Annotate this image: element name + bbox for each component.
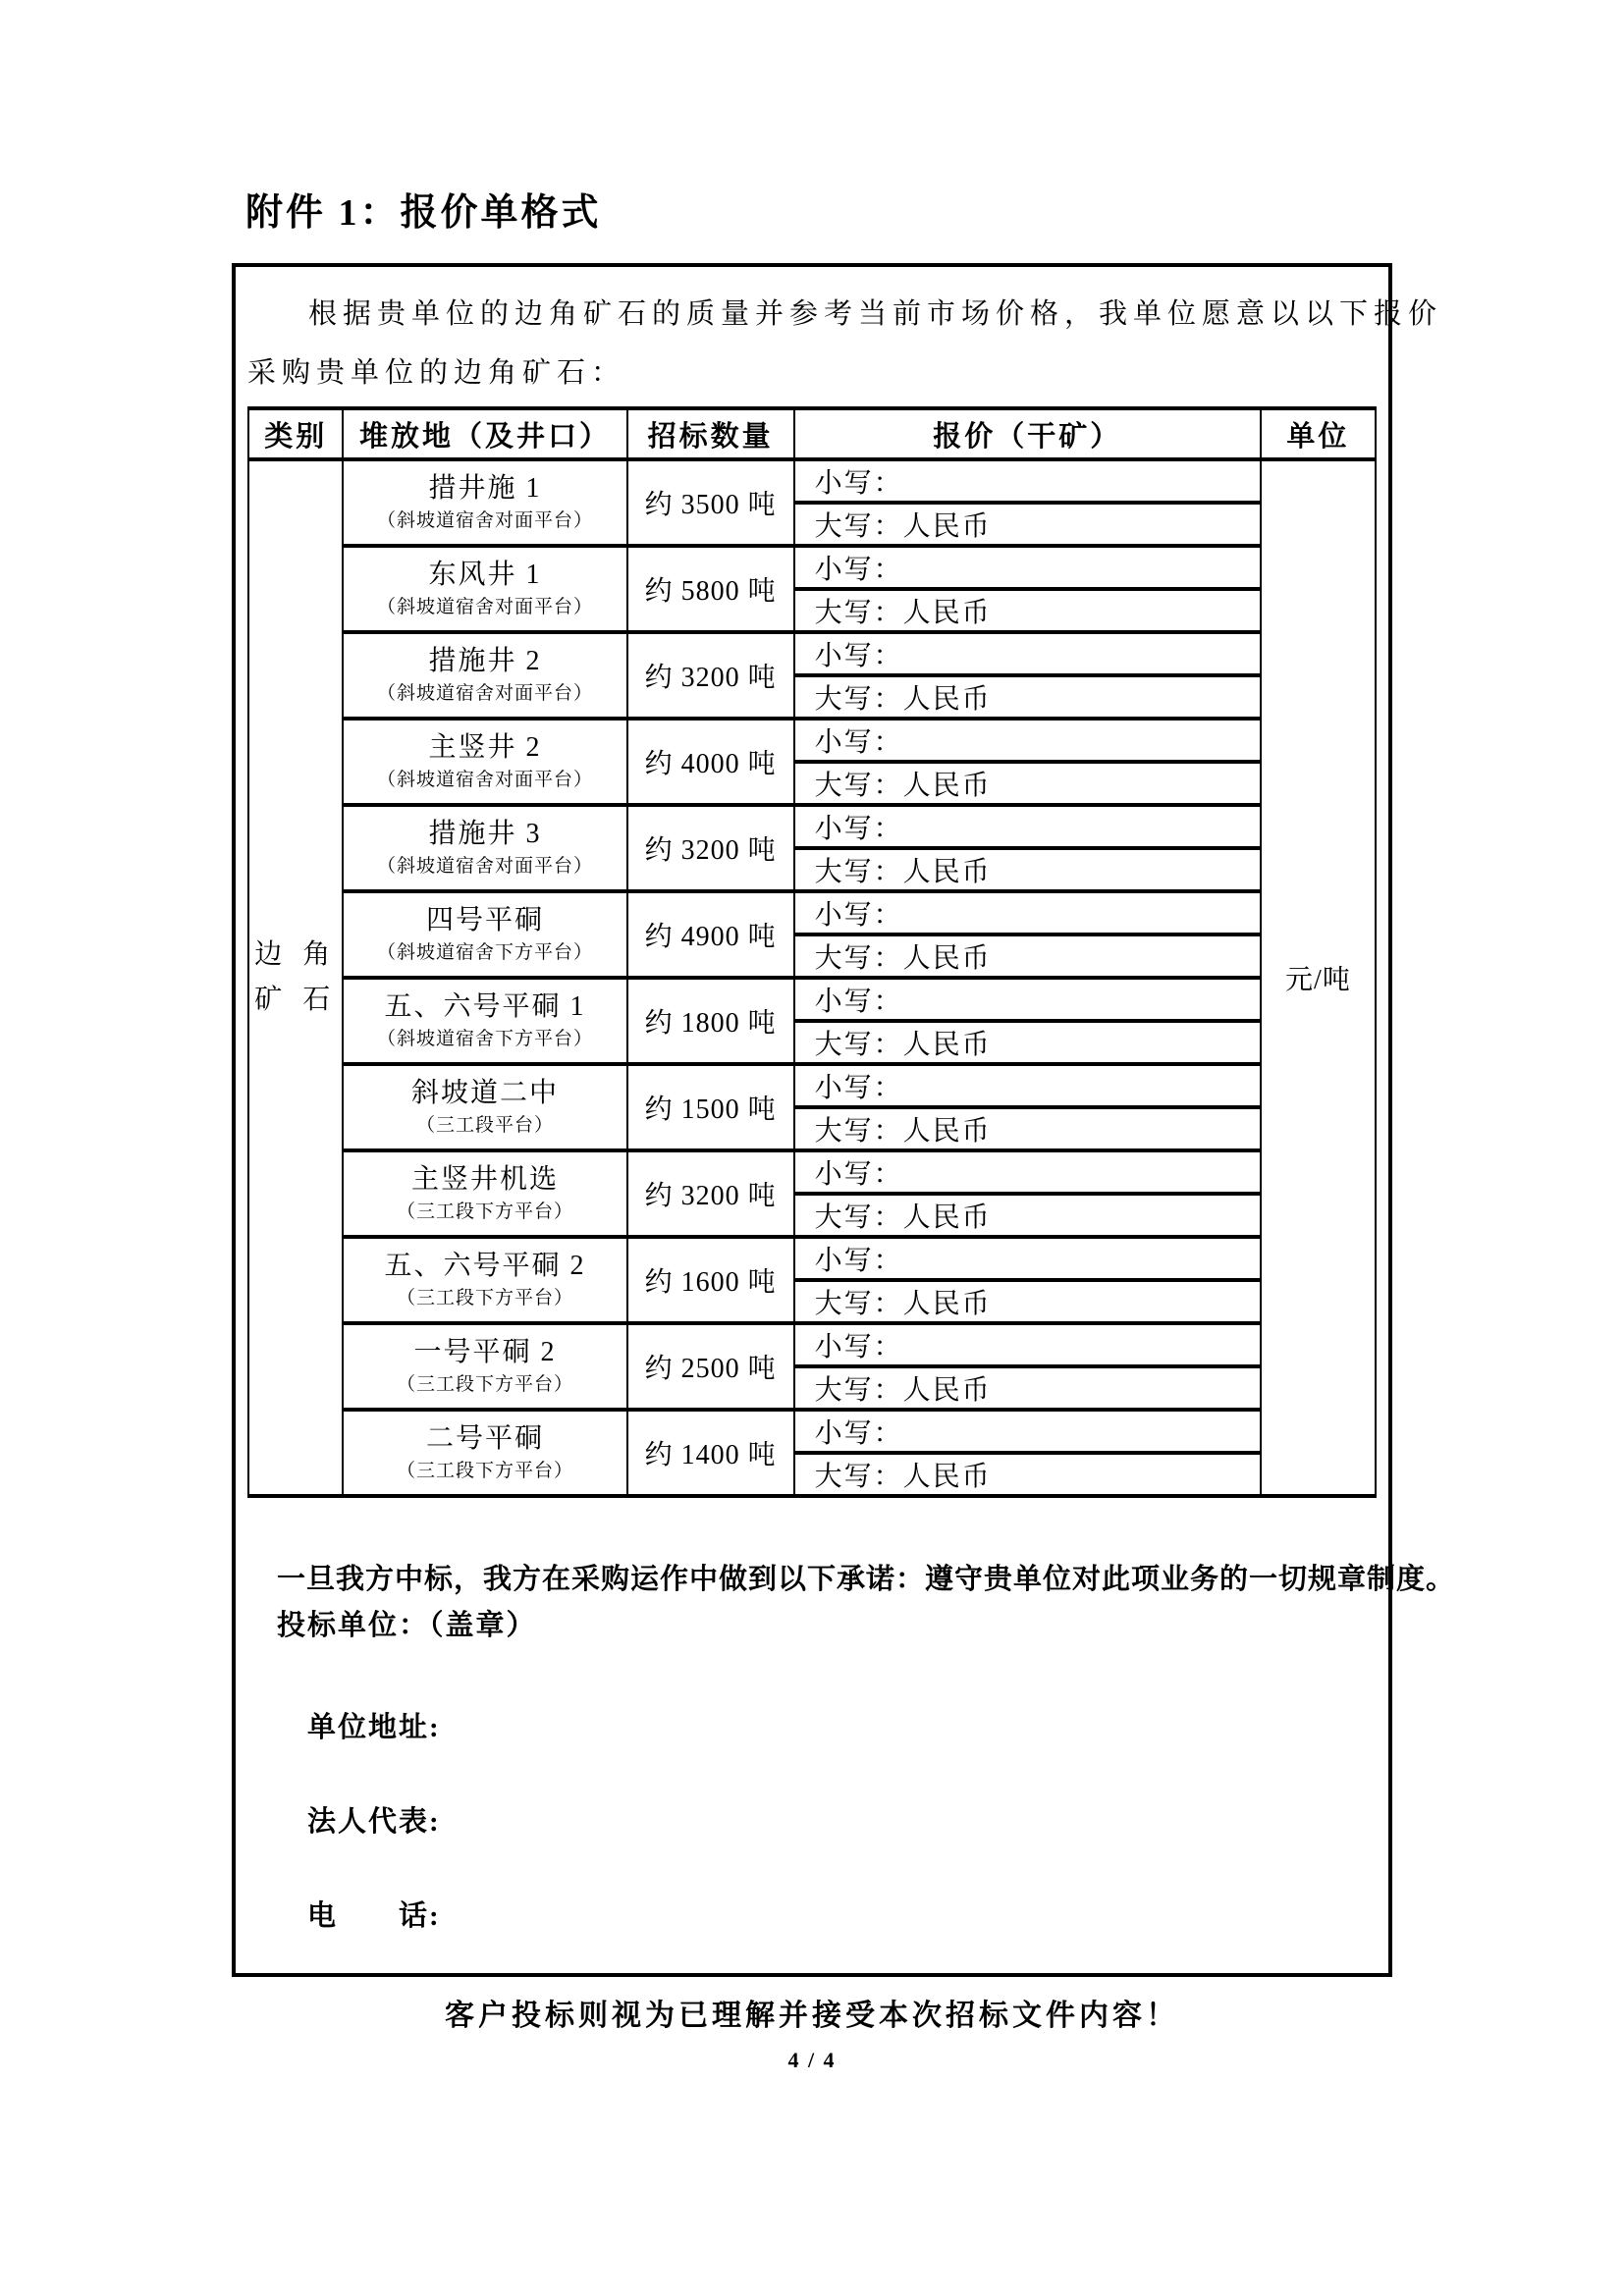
location-cell: [343, 805, 626, 891]
location-name: 措施井 3: [428, 819, 542, 849]
intro-line-1: 根据贵单位的边角矿石的质量并参考当前市场价格，我单位愿意以以下报价: [308, 298, 1443, 330]
quote-uppercase-cell: 大写：人民币: [794, 1194, 1261, 1237]
quantity-cell: 约 3500 吨: [627, 459, 794, 546]
quote-uppercase-cell: 大写：人民币: [794, 934, 1261, 978]
location-cell: [343, 978, 626, 1064]
location-platform: （三工段平台）: [416, 1115, 555, 1136]
table-row: [248, 891, 1376, 934]
unit-cell: 元/吨: [1261, 459, 1376, 1496]
phone-field-label: 电 话:: [307, 1900, 441, 1932]
location-name: 一号平硐 2: [413, 1337, 557, 1367]
location-cell: [343, 546, 626, 632]
quote-uppercase-cell: 大写：人民币: [794, 589, 1261, 632]
category-line-1: 边 角: [254, 939, 338, 970]
commitment-text: 一旦我方中标，我方在采购运作中做到以下承诺：遵守贵单位对此项业务的一切规章制度。: [277, 1564, 1456, 1595]
quantity-cell: 约 3200 吨: [627, 632, 794, 719]
location-platform: （斜坡道宿舍下方平台）: [377, 1029, 594, 1049]
quantity-cell: 约 1800 吨: [627, 978, 794, 1064]
header-quote: 报价（干矿）: [794, 408, 1261, 459]
location-name: 四号平硐: [426, 905, 545, 935]
page-number: 4 / 4: [787, 2048, 837, 2072]
location-platform: （三工段下方平台）: [397, 1461, 574, 1481]
quote-uppercase-cell: 大写：人民币: [794, 1366, 1261, 1410]
page-title: 附件 1：报价单格式: [245, 192, 602, 234]
quote-lowercase-cell: 小写：: [794, 1410, 1261, 1453]
table-header-row: [248, 408, 1376, 459]
location-platform: （斜坡道宿舍对面平台）: [377, 597, 594, 617]
quotation-form-box: [232, 263, 1456, 1977]
address-field-label: 单位地址:: [307, 1712, 441, 1743]
header-location: 堆放地（及井口）: [343, 408, 626, 459]
quote-uppercase-cell: 大写：人民币: [794, 848, 1261, 891]
location-cell: [343, 1323, 626, 1410]
quantity-cell: 约 4900 吨: [627, 891, 794, 978]
category-cell: [248, 459, 343, 1496]
location-name: 主竖井机选: [411, 1164, 560, 1195]
location-name: 主竖井 2: [428, 732, 542, 763]
quantity-cell: 约 2500 吨: [627, 1323, 794, 1410]
header-unit: 单位: [1261, 408, 1376, 459]
location-cell: [343, 1150, 626, 1237]
quote-lowercase-cell: 小写：: [794, 719, 1261, 762]
location-name: 东风井 1: [428, 560, 542, 590]
location-name: 五、六号平硐 2: [384, 1251, 586, 1281]
category-line-2: 矿 石: [254, 985, 338, 1015]
table-row: [248, 1410, 1376, 1453]
location-cell: [343, 459, 626, 546]
quantity-cell: 约 3200 吨: [627, 805, 794, 891]
quote-lowercase-cell: 小写：: [794, 978, 1261, 1021]
table-row: [248, 719, 1376, 762]
table-row: [248, 459, 1376, 503]
quantity-cell: 约 1500 吨: [627, 1064, 794, 1150]
location-name: 斜坡道二中: [411, 1078, 560, 1108]
location-platform: （三工段下方平台）: [397, 1288, 574, 1308]
location-platform: （斜坡道宿舍对面平台）: [377, 856, 594, 877]
quote-lowercase-cell: 小写：: [794, 1150, 1261, 1194]
location-platform: （三工段下方平台）: [397, 1201, 574, 1222]
quote-lowercase-cell: 小写：: [794, 891, 1261, 934]
quote-uppercase-cell: 大写：人民币: [794, 1107, 1261, 1150]
quote-uppercase-cell: 大写：人民币: [794, 1280, 1261, 1323]
table-row: [248, 1323, 1376, 1366]
quantity-cell: 约 1600 吨: [627, 1237, 794, 1323]
location-name: 二号平硐: [426, 1423, 545, 1454]
quantity-cell: 约 4000 吨: [627, 719, 794, 805]
quote-uppercase-cell: 大写：人民币: [794, 503, 1261, 546]
quote-uppercase-cell: 大写：人民币: [794, 762, 1261, 805]
location-name: 五、六号平硐 1: [384, 991, 586, 1022]
quotation-table: [247, 406, 1377, 1498]
quote-uppercase-cell: 大写：人民币: [794, 675, 1261, 719]
location-name: 措施井 2: [428, 646, 542, 676]
table-row: [248, 1064, 1376, 1107]
bidder-seal-label: 投标单位：（盖章）: [277, 1610, 537, 1641]
quote-lowercase-cell: 小写：: [794, 459, 1261, 503]
table-row: [248, 632, 1376, 675]
location-platform: （斜坡道宿舍对面平台）: [377, 683, 594, 704]
quote-lowercase-cell: 小写：: [794, 632, 1261, 675]
intro-line-2: 采购贵单位的边角矿石：: [247, 357, 626, 389]
quote-lowercase-cell: 小写：: [794, 1064, 1261, 1107]
location-cell: [343, 632, 626, 719]
location-cell: [343, 1064, 626, 1150]
table-row: [248, 1150, 1376, 1194]
quote-lowercase-cell: 小写：: [794, 1323, 1261, 1366]
location-cell: [343, 1237, 626, 1323]
header-quantity: 招标数量: [627, 408, 794, 459]
location-cell: [343, 891, 626, 978]
quote-lowercase-cell: 小写：: [794, 1237, 1261, 1280]
quote-uppercase-cell: 大写：人民币: [794, 1453, 1261, 1496]
location-platform: （斜坡道宿舍下方平台）: [377, 942, 594, 963]
table-row: [248, 1237, 1376, 1280]
footer-notice: 客户投标则视为已理解并接受本次招标文件内容！: [445, 2000, 1179, 2032]
quote-uppercase-cell: 大写：人民币: [794, 1021, 1261, 1064]
location-platform: （斜坡道宿舍对面平台）: [377, 770, 594, 790]
table-row: [248, 546, 1376, 589]
intro-paragraph: [247, 285, 1443, 402]
location-name: 措井施 1: [428, 473, 542, 504]
quote-lowercase-cell: 小写：: [794, 805, 1261, 848]
location-cell: [343, 1410, 626, 1496]
location-platform: （斜坡道宿舍对面平台）: [377, 510, 594, 531]
header-category: 类别: [248, 408, 343, 459]
table-row: [248, 805, 1376, 848]
location-cell: [343, 719, 626, 805]
quantity-cell: 约 1400 吨: [627, 1410, 794, 1496]
quantity-cell: 约 5800 吨: [627, 546, 794, 632]
quantity-cell: 约 3200 吨: [627, 1150, 794, 1237]
location-platform: （三工段下方平台）: [397, 1374, 574, 1395]
quote-lowercase-cell: 小写：: [794, 546, 1261, 589]
table-row: [248, 978, 1376, 1021]
legal-representative-field-label: 法人代表:: [307, 1806, 441, 1838]
